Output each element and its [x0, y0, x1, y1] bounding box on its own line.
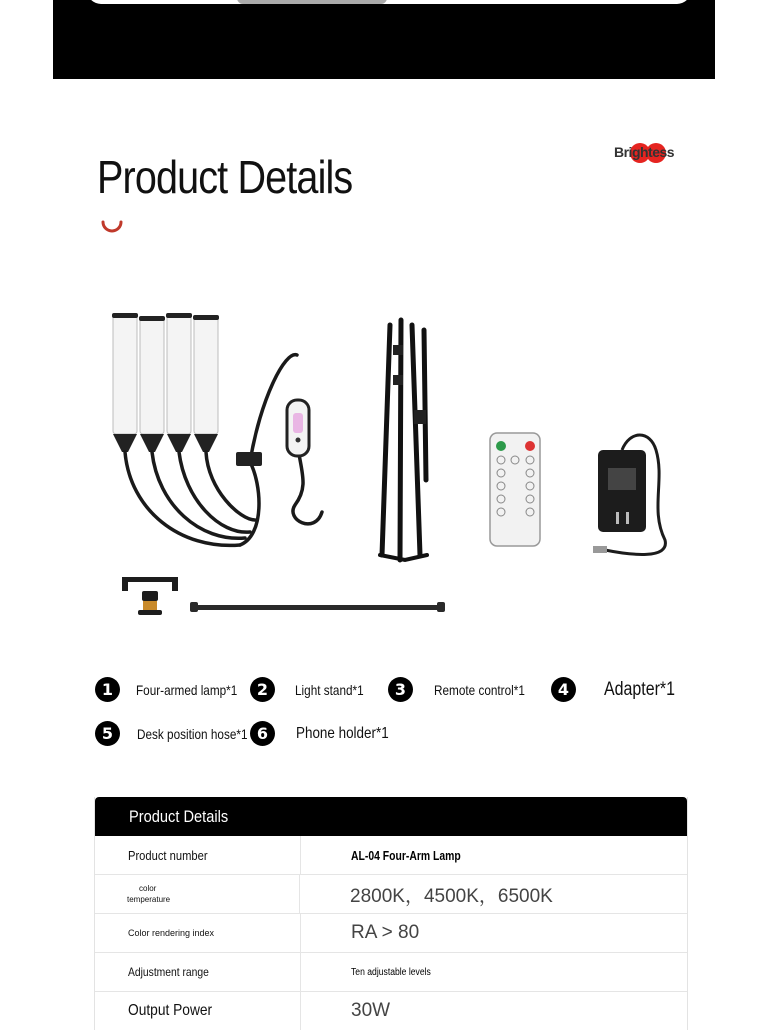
spec-key-cell [95, 875, 300, 913]
desk-position-hose-image [190, 602, 445, 612]
item-label: Remote control*1 [434, 681, 525, 698]
spec-value-cell [301, 836, 687, 874]
list-item [250, 721, 406, 746]
phone-holder-image [122, 577, 178, 615]
table-row [95, 914, 687, 953]
table-row [95, 875, 687, 914]
item-label: Phone holder*1 [296, 724, 389, 742]
table-row [95, 953, 687, 992]
spec-table-title: Product Details [129, 806, 229, 826]
item-number-badge: 2 [250, 677, 275, 702]
spec-key-cell [95, 953, 301, 991]
item-number-badge: 4 [551, 677, 576, 702]
item-number-badge: 3 [388, 677, 413, 702]
item-number-badge: 5 [95, 721, 120, 746]
spec-value: AL-04 Four-Arm Lamp [351, 847, 461, 863]
brand-logo [612, 140, 684, 166]
adapter-image [593, 435, 665, 554]
light-stand-image [380, 320, 427, 560]
item-number-badge: 1 [95, 677, 120, 702]
spec-value: 30W [351, 1000, 391, 1021]
spec-key: Product number [128, 847, 208, 863]
list-item [250, 677, 377, 702]
spec-value-cell [301, 992, 687, 1030]
list-item [388, 677, 542, 702]
spec-value-cell [301, 953, 687, 991]
spec-key: Color rendering index [128, 928, 215, 938]
spec-key: Adjustment range [128, 965, 209, 979]
spec-value: RA > 80 [351, 922, 420, 943]
item-label: Light stand*1 [295, 681, 364, 698]
list-item [551, 677, 689, 702]
spec-key-line1: color [139, 884, 157, 893]
spec-table [94, 797, 688, 1030]
spec-key: Output Power [128, 1002, 213, 1019]
banner-card-edge [87, 0, 691, 4]
spec-value: 2800K，4500K，6500K [350, 885, 553, 907]
remote-control-image [490, 433, 540, 546]
list-item [95, 721, 269, 746]
item-number-badge: 6 [250, 721, 275, 746]
item-label: Four-armed lamp*1 [136, 681, 238, 698]
spec-key-line2: temperature [127, 895, 171, 904]
table-row [95, 992, 687, 1030]
item-label: Desk position hose*1 [137, 725, 248, 742]
list-item [95, 677, 257, 702]
brand-logo-text: Brightess [614, 144, 675, 160]
spec-key-cell [95, 914, 301, 952]
top-banner [53, 0, 715, 79]
product-kit-photo [90, 280, 700, 630]
four-armed-lamp-image [112, 313, 322, 545]
table-row [95, 836, 687, 875]
spec-value-cell [301, 914, 687, 952]
item-label: Adapter*1 [604, 678, 675, 700]
page-title: Product Details [97, 151, 353, 203]
spec-key-cell [95, 992, 301, 1030]
spec-key-cell [95, 836, 301, 874]
spec-value: Ten adjustable levels [351, 966, 431, 978]
spec-table-header [95, 797, 687, 836]
decorative-arc-icon [101, 216, 123, 238]
spec-value-cell [300, 875, 687, 913]
